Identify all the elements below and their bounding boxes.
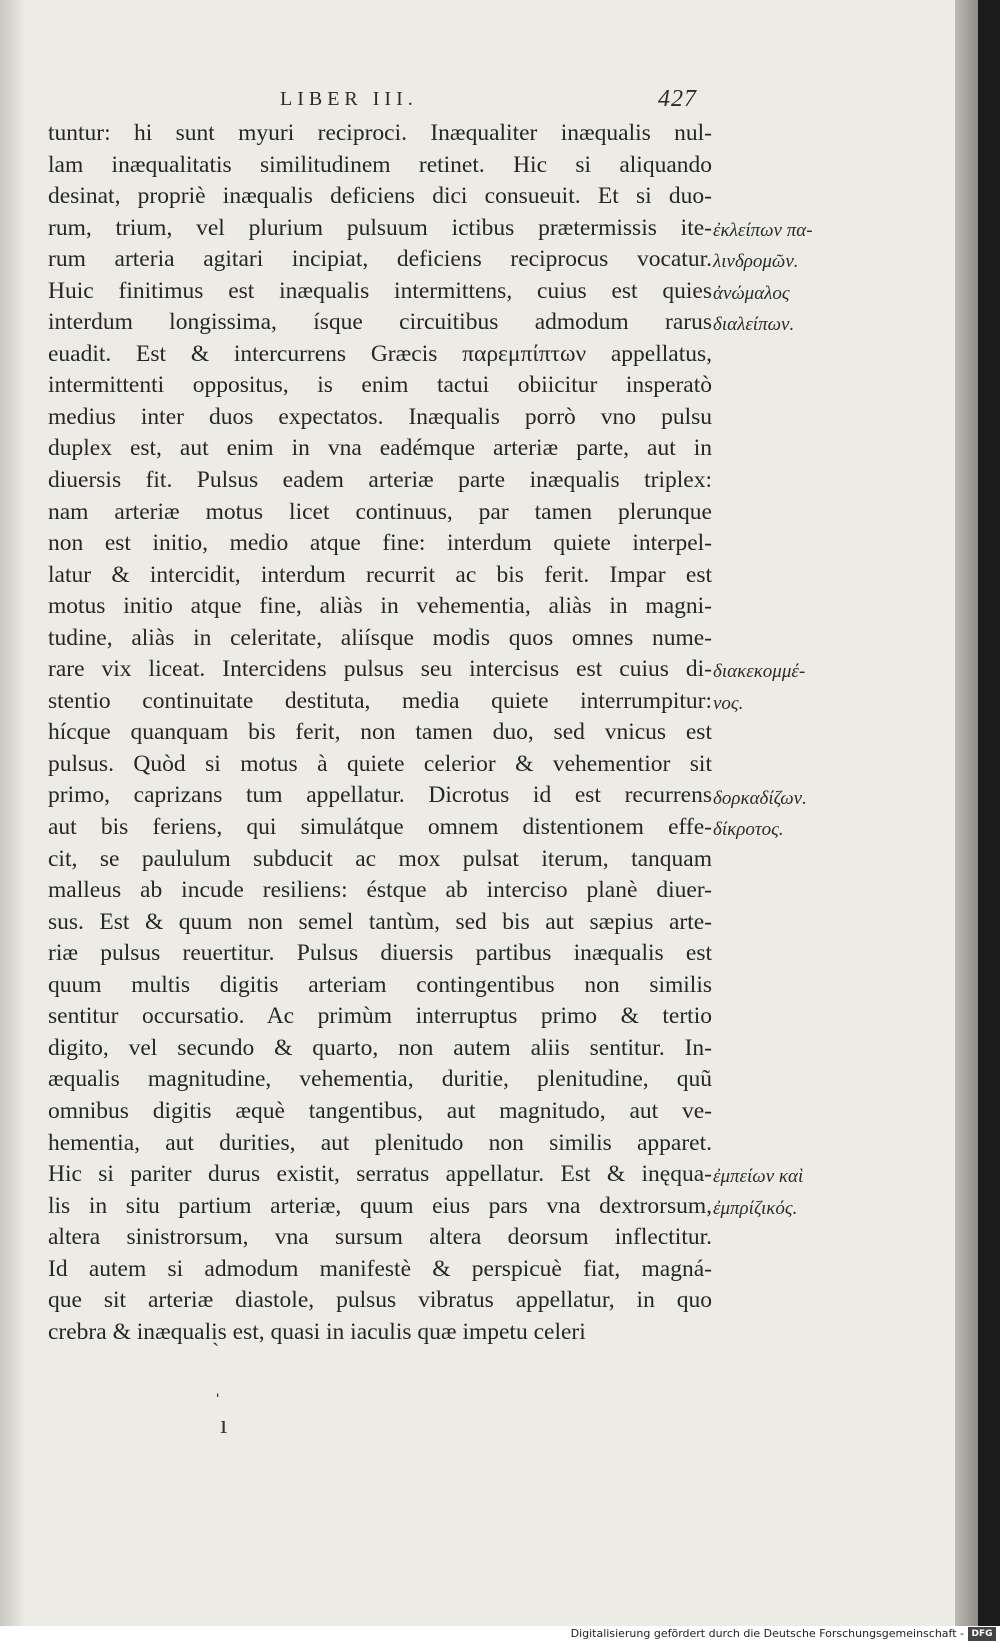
- margin-note: λινδρομῶν.: [713, 251, 799, 273]
- text-line: duplex est, aut enim in vna eadémque arteriæ parte, aut in: [48, 435, 712, 462]
- running-header: [280, 88, 720, 118]
- text-line: Huic finitimus est inæqualis intermittens, cuius est quies: [48, 277, 712, 304]
- text-line: latur & intercidit, interdum recurrit ac bis ferit. Impar est: [48, 561, 712, 588]
- printer-mark: ˋ: [212, 1338, 220, 1363]
- margin-note: διαλείπων.: [713, 314, 795, 336]
- text-line: digito, vel secundo & quarto, non autem aliis sentitur. In-: [48, 1034, 712, 1061]
- text-line: crebra & inæqualis est, quasi in iaculis quæ impetu celeri: [48, 1318, 586, 1345]
- text-line: diuersis fit. Pulsus eadem arteriæ parte inæqualis triplex:: [48, 467, 712, 494]
- text-line: riæ pulsus reuertitur. Pulsus diuersis partibus inæqualis est: [48, 940, 712, 967]
- header-title: LIBER III.: [280, 88, 418, 110]
- printer-mark: ˌ: [214, 1372, 222, 1397]
- text-line: hementia, aut durities, aut plenitudo non similis apparet.: [48, 1129, 712, 1156]
- page-edge-shadow: [955, 0, 978, 1626]
- gutter-shade: [0, 0, 26, 1626]
- text-line: quum multis digitis arteriam contingentibus non similis: [48, 971, 712, 998]
- text-line: aut bis feriens, qui simulátque omnem distentionem effe-: [48, 814, 712, 841]
- margin-note: δορκαδίζων.: [713, 787, 807, 809]
- text-line: Hic si pariter durus existit, serratus appellatur. Est & inęqua-: [48, 1161, 712, 1188]
- text-line: intermittenti oppositus, is enim tactui obiicitur insperatò: [48, 372, 712, 399]
- margin-note: ἐκλείπων πα-: [713, 219, 813, 241]
- text-line: euadit. Est & intercurrens Græcis παρεμπίπτων appellatus,: [48, 340, 712, 367]
- dfg-logo: DFG: [968, 1627, 996, 1641]
- text-line: omnibus digitis æquè tangentibus, aut magnitudo, aut ve-: [48, 1097, 712, 1124]
- body-text: [48, 118, 712, 1348]
- margin-note: ἀνώμαλος: [713, 282, 790, 304]
- text-line: non est initio, medio atque fine: interdum quiete interpel-: [48, 530, 712, 557]
- digitization-footer: [0, 1626, 1000, 1643]
- page-number: 427: [658, 86, 697, 112]
- text-line: que sit arteriæ diastole, pulsus vibratus appellatur, in quo: [48, 1287, 712, 1314]
- text-line: motus initio atque fine, aliàs in vehementia, aliàs in magni-: [48, 593, 712, 620]
- margin-note: δίκροτος.: [713, 819, 784, 841]
- text-line: desinat, propriè inæqualis deficiens dici consueuit. Et si duo-: [48, 183, 712, 210]
- text-line: æqualis magnitudine, vehementia, duritie, plenitudine, quũ: [48, 1066, 712, 1093]
- footer-credit: Digitalisierung gefördert durch die Deutsche Forschungsgemeinschaft -: [570, 1627, 964, 1640]
- text-line: hícque quanquam bis ferit, non tamen duo, sed vnicus est: [48, 719, 712, 746]
- text-line: lam inæqualitatis similitudinem retinet. Hic si aliquando: [48, 151, 712, 178]
- text-line: lis in situ partium arteriæ, quum eius pars vna dextrorsum,: [48, 1192, 712, 1219]
- text-line: medius inter duos expectatos. Inæqualis porrò vno pulsu: [48, 403, 712, 430]
- text-line: rare vix liceat. Intercidens pulsus seu intercisus est cuius di-: [48, 656, 712, 683]
- text-line: tudine, aliàs in celeritate, aliísque modis quos omnes nume-: [48, 624, 712, 651]
- text-line: altera sinistrorsum, vna sursum altera deorsum inflectitur.: [48, 1224, 712, 1251]
- text-line: tuntur: hi sunt myuri reciproci. Inæqualiter inæqualis nul-: [48, 120, 712, 146]
- text-line: rum arteria agitari incipiat, deficiens reciprocus vocatur.: [48, 246, 712, 273]
- printer-mark: ı: [220, 1410, 228, 1439]
- margin-note: ἐμπρίζικός.: [713, 1197, 798, 1219]
- text-line: pulsus. Quòd si motus à quiete celerior & vehementior sit: [48, 750, 712, 777]
- text-line: sus. Est & quum non semel tantùm, sed bis aut sæpius arte-: [48, 908, 712, 935]
- margin-note: διακεκομμέ-: [713, 661, 806, 683]
- text-line: rum, trium, vel plurium pulsuum ictibus prætermissis ite-: [48, 214, 712, 241]
- text-line: cit, se paululum subducit ac mox pulsat iterum, tanquam: [48, 845, 712, 872]
- text-line: interdum longissima, ísque circuitibus admodum rarus: [48, 309, 712, 336]
- text-line: sentitur occursatio. Ac primùm interruptus primo & tertio: [48, 1003, 712, 1030]
- margin-note: νος.: [713, 692, 744, 714]
- margin-note: ἐμπείων καὶ: [713, 1166, 804, 1188]
- text-line: Id autem si admodum manifestè & perspicuè fiat, magná-: [48, 1255, 712, 1282]
- text-line: primo, caprizans tum appellatur. Dicrotus id est recurrens: [48, 782, 712, 809]
- text-line: malleus ab incude resiliens: éstque ab interciso planè diuer-: [48, 877, 712, 904]
- text-line: nam arteriæ motus licet continuus, par tamen plerunque: [48, 498, 712, 525]
- text-line: stentio continuitate destituta, media quiete interrumpitur:: [48, 687, 712, 714]
